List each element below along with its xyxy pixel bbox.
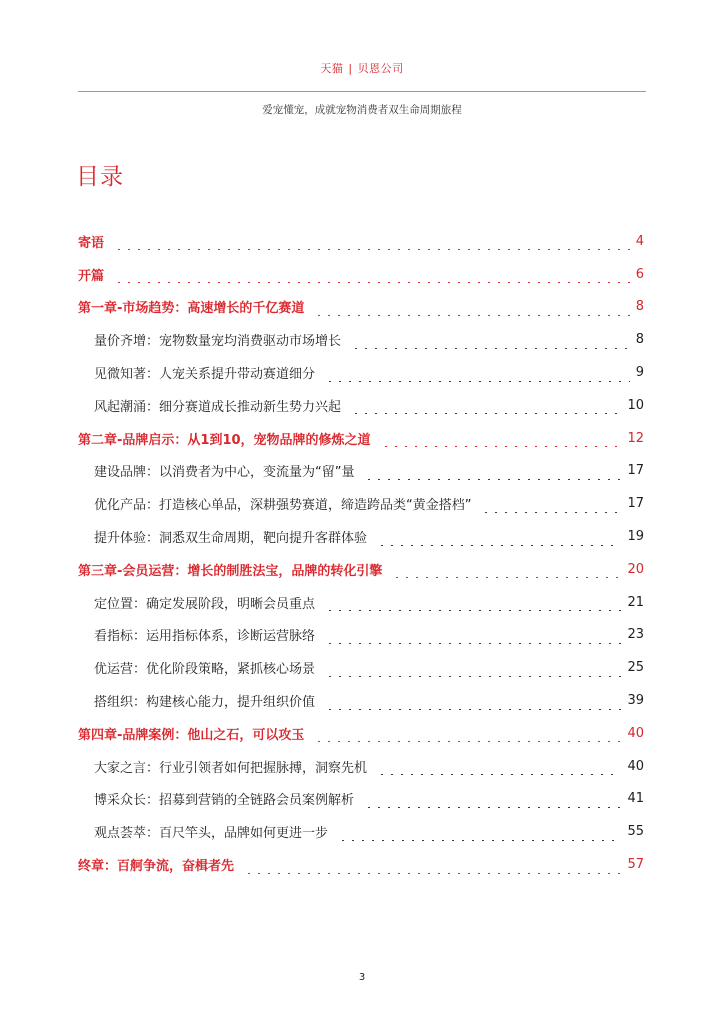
toc-entry-label: 优运营：优化阶段策略，紧抓核心场景 (94, 662, 316, 678)
dot-leader (477, 499, 621, 513)
toc-section-entry[interactable] (78, 651, 644, 684)
toc-entry-page: 19 (627, 529, 644, 545)
toc-entry-label: 第三章-会员运营：增长的制胜法宝，品牌的转化引擎 (78, 563, 383, 579)
dot-leader (110, 236, 630, 250)
toc-section-entry[interactable] (78, 619, 644, 652)
toc-entry-label: 大家之言：行业引领者如何把握脉搏，洞察先机 (94, 760, 368, 776)
toc-entry-page: 41 (627, 791, 644, 807)
dot-leader (321, 663, 621, 677)
toc-section-entry[interactable] (78, 487, 644, 520)
toc-entry-label: 看指标：运用指标体系，诊断运营脉络 (94, 629, 316, 645)
toc-entry-page: 9 (635, 365, 644, 381)
toc-entry-page: 17 (627, 463, 644, 479)
toc-entry-label: 开篇 (78, 268, 105, 284)
toc-section-entry[interactable] (78, 455, 644, 488)
dot-leader (110, 269, 630, 283)
toc-entry-page: 25 (627, 660, 644, 676)
toc-entry-label: 定位置：确定发展阶段，明晰会员重点 (94, 596, 316, 612)
dot-leader (321, 696, 621, 710)
toc-chapter-entry[interactable] (78, 422, 644, 455)
header-divider (78, 91, 646, 92)
dot-leader (373, 532, 621, 546)
toc-entry-label: 终章：百舸争流，奋楫者先 (78, 859, 235, 875)
toc-entry-page: 8 (635, 332, 644, 348)
dot-leader (373, 761, 621, 775)
toc-section-entry[interactable] (78, 684, 644, 717)
toc-entry-page: 4 (635, 233, 644, 249)
toc-entry-page: 40 (627, 758, 644, 774)
toc-entry-page: 21 (627, 594, 644, 610)
toc-entry-page: 57 (627, 857, 644, 873)
toc-chapter-entry[interactable] (78, 258, 644, 291)
dot-leader (347, 335, 630, 349)
dot-leader (377, 433, 622, 447)
toc-entry-page: 39 (627, 693, 644, 709)
toc-title: 目录 (76, 164, 124, 190)
toc-entry-label: 第二章-品牌启示：从1到10，宠物品牌的修炼之道 (78, 432, 371, 448)
toc-entry-label: 寄语 (78, 235, 105, 251)
toc-entry-label: 见微知著：人宠关系提升带动赛道细分 (94, 367, 316, 383)
dot-leader (334, 827, 621, 841)
toc-entry-page: 23 (627, 627, 644, 643)
toc-chapter-entry[interactable] (78, 717, 644, 750)
toc-entry-label: 建设品牌：以消费者为中心，变流量为“留”量 (94, 465, 355, 481)
dot-leader (321, 597, 621, 611)
toc-section-entry[interactable] (78, 750, 644, 783)
dot-leader (240, 860, 621, 874)
toc-entry-label: 量价齐增：宠物数量宠均消费驱动市场增长 (94, 334, 342, 350)
brand-bain: 贝恩公司 (357, 62, 404, 75)
dot-leader (321, 368, 630, 382)
table-of-contents (78, 225, 644, 881)
toc-entry-page: 10 (627, 397, 644, 413)
toc-entry-label: 博采众长：招募到营销的全链路会员案例解析 (94, 793, 355, 809)
toc-entry-label: 搭组织：构建核心能力，提升组织价值 (94, 695, 316, 711)
dot-leader (321, 630, 621, 644)
dot-leader (360, 794, 621, 808)
toc-entry-page: 8 (635, 299, 644, 315)
header-brand (0, 60, 724, 76)
toc-section-entry[interactable] (78, 389, 644, 422)
toc-section-entry[interactable] (78, 356, 644, 389)
dot-leader (310, 302, 629, 316)
toc-chapter-entry[interactable] (78, 225, 644, 258)
toc-section-entry[interactable] (78, 323, 644, 356)
dot-leader (360, 466, 621, 480)
report-subtitle: 爱宠懂宠，成就宠物消费者双生命周期旅程 (262, 104, 462, 116)
toc-entry-label: 风起潮涌：细分赛道成长推动新生势力兴起 (94, 399, 342, 415)
toc-chapter-entry[interactable] (78, 848, 644, 881)
dot-leader (310, 728, 621, 742)
dot-leader (347, 400, 621, 414)
toc-section-entry[interactable] (78, 815, 644, 848)
toc-section-entry[interactable] (78, 520, 644, 553)
toc-chapter-entry[interactable] (78, 291, 644, 324)
toc-section-entry[interactable] (78, 783, 644, 816)
brand-separator: | (348, 62, 353, 75)
toc-section-entry[interactable] (78, 586, 644, 619)
brand-tmall: 天猫 (320, 62, 344, 75)
toc-entry-page: 6 (635, 266, 644, 282)
toc-entry-page: 55 (627, 824, 644, 840)
toc-entry-label: 优化产品：打造核心单品，深耕强势赛道，缔造跨品类“黄金搭档” (94, 498, 472, 514)
toc-entry-page: 20 (627, 561, 644, 577)
toc-entry-label: 提升体验：洞悉双生命周期，靶向提升客群体验 (94, 531, 368, 547)
toc-chapter-entry[interactable] (78, 553, 644, 586)
dot-leader (388, 564, 621, 578)
page-number: 3 (358, 972, 366, 983)
toc-entry-page: 17 (627, 496, 644, 512)
toc-entry-label: 观点荟萃：百尺竿头，品牌如何更进一步 (94, 826, 329, 842)
toc-entry-page: 12 (627, 430, 644, 446)
toc-entry-label: 第四章-品牌案例：他山之石，可以攻玉 (78, 727, 305, 743)
toc-entry-page: 40 (627, 725, 644, 741)
toc-entry-label: 第一章-市场趋势：高速增长的千亿赛道 (78, 301, 305, 317)
